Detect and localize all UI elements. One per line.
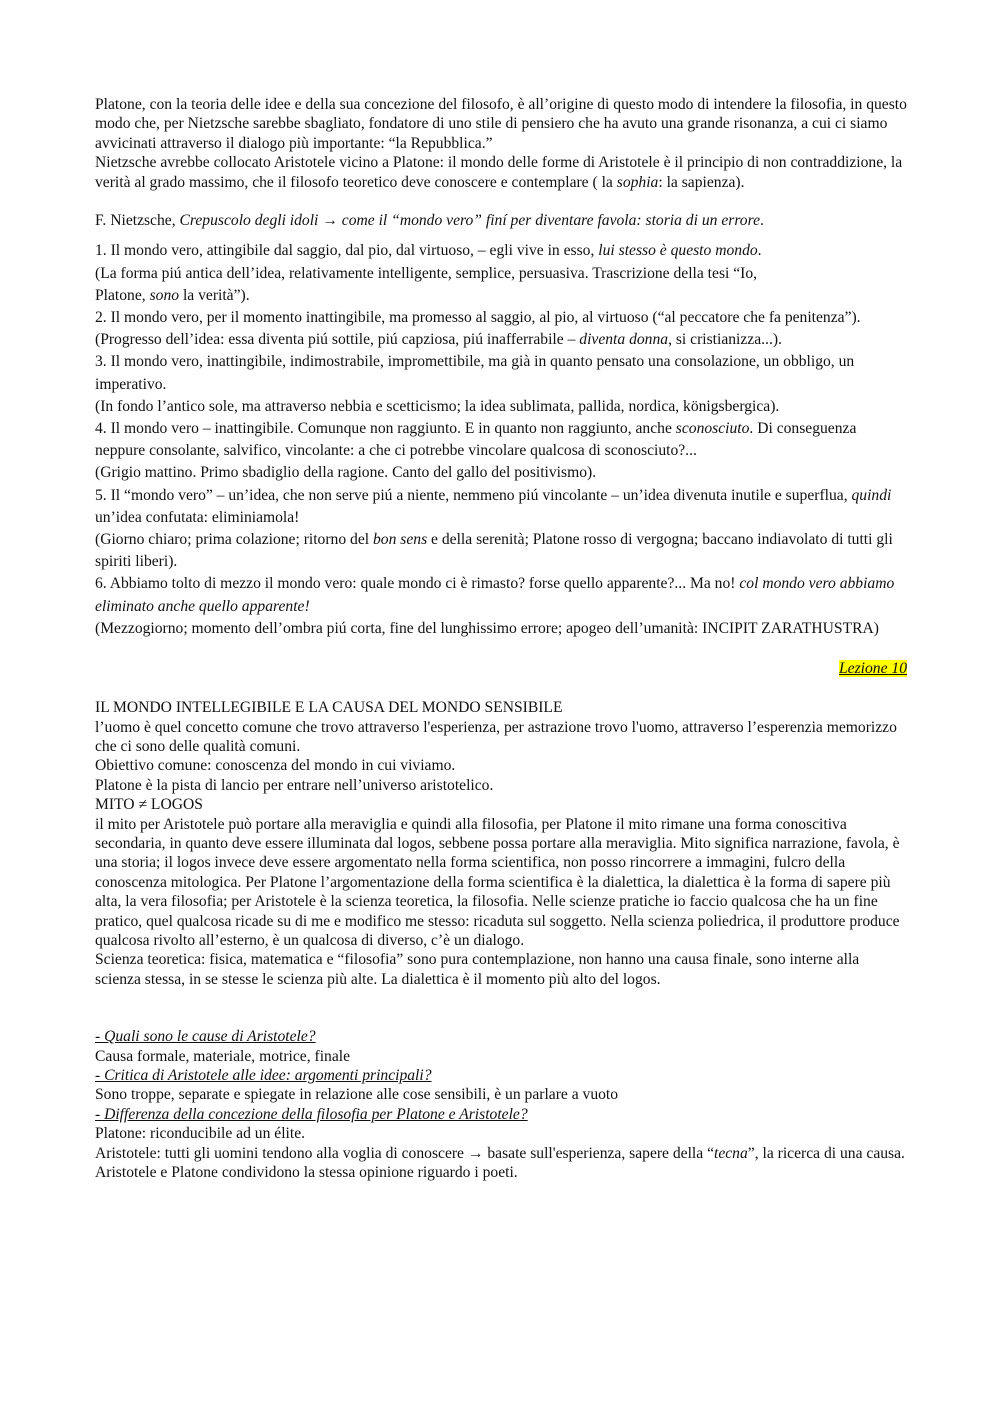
answer: Sono troppe, separate e spiegate in relazione alle cose sensibili, è un parlare a vuoto: [95, 1086, 619, 1104]
spacer: [95, 640, 907, 659]
author-name: F. Nietzsche,: [95, 212, 180, 230]
list-comment: [95, 285, 907, 307]
text-run: .: [760, 212, 764, 230]
italic-text: quindi: [851, 486, 892, 504]
italic-text: sconosciuto: [675, 420, 750, 438]
text-run: ”, la ricerca di una causa.: [747, 1144, 905, 1162]
text-run: (Progresso dell’idea: essa diventa piú sottile, piú capziosa, piú inafferrabile –: [95, 331, 580, 349]
question-text: - Critica di Aristotele alle idee: argomenti principali?: [95, 1067, 432, 1084]
text-run: (Giorno chiaro; prima colazione; ritorno del: [95, 531, 373, 549]
answer: Aristotele e Platone condividono la stessa opinione riguardo i poeti.: [95, 1164, 518, 1182]
text-run: .: [757, 242, 762, 260]
question: [95, 1066, 907, 1085]
section-paragraph: Platone è la pista di lancio per entrare nell’universo aristotelico.: [95, 776, 494, 794]
text-run: : la sapienza).: [658, 173, 745, 191]
list-comment: (La forma piú antica dell’idea, relativamente intelligente, semplice, persuasiva. Trascrizione della tesi “Io,: [95, 264, 758, 282]
text-run: un’idea confutata: eliminiamola!: [95, 508, 300, 526]
text-run: , si cristianizza...).: [668, 331, 782, 349]
answer: Causa formale, materiale, motrice, finale: [95, 1047, 351, 1065]
nietzsche-reference: [95, 211, 907, 230]
spacer: [95, 230, 907, 240]
question: [95, 1027, 907, 1046]
list-item: 2. Il mondo vero, per il momento inattingibile, ma promesso al saggio, al pio, al virtuoso (“al peccatore che fa penitenza”).: [95, 309, 861, 327]
text-run: la verità”).: [179, 286, 250, 304]
list-item: [95, 573, 907, 617]
text-run: Platone,: [95, 286, 150, 304]
section-paragraph: Scienza teoretica: fisica, matematica e “filosofia” sono pura contemplazione, non hanno una causa finale, sono interne alla scienza stessa, in se stesse le scienza più alte. La dialettica è il momento più alto del logos.: [95, 951, 860, 988]
list-comment: (Mezzogiorno; momento dell’ombra piú corta, fine del lunghissimo errore; apogeo dell’umanità: INCIPIT ZARATHUSTRA): [95, 619, 879, 637]
lesson-section: [95, 698, 907, 989]
list-item: [95, 240, 907, 262]
questions-section: [95, 1027, 907, 1182]
italic-term: sophia: [616, 173, 659, 191]
section-paragraph: l’uomo è quel concetto comune che trovo attraverso l'esperienza, per astrazione trovo l'uomo, attraverso l’esperenzia memorizzo che ci sono delle qualità comuni.: [95, 718, 897, 755]
text-run: Nietzsche avrebbe collocato Aristotele vicino a Platone: il mondo delle forme di Aristotele è il principio di non contraddizione, la verità al grado massimo, che il filosofo teoretico deve conoscere e contemplare ( la: [95, 154, 903, 191]
italic-text: bon sens: [373, 531, 428, 549]
numbered-list: [95, 240, 907, 640]
lesson-label-highlight: Lezione 10: [838, 660, 907, 678]
question-text: - Quali sono le cause di Aristotele?: [95, 1028, 316, 1046]
intro-paragraph-aristotle: [95, 153, 907, 192]
text-run: 4. Il mondo vero – inattingibile. Comunque non raggiunto. E in quanto non raggiunto, anche: [95, 420, 676, 438]
spacer: [95, 1008, 907, 1027]
question-text: - Differenza della concezione della filosofia per Platone e Aristotele?: [95, 1105, 528, 1123]
list-comment: [95, 329, 907, 351]
text-run: Aristotele: tutti gli uomini tendono alla voglia di conoscere → basate sull'esperienza, sapere della “: [95, 1144, 714, 1162]
section-paragraph: il mito per Aristotele può portare alla meraviglia e quindi alla filosofia, per Platone il mito rimane una forma conoscitiva secondaria, in quanto deve essere illuminata dal logos, sebbene possa portare alla meraviglia. Mito significa narrazione, favola, è una storia; il logos invece deve essere argomentato nella forma scientifica, non posso rincorrere a immagini, fulcro della conoscenza mitologica. Per Platone l’argomentazione della forma scientifica è la dialettica, la dialettica è la forma di sapere più alta, la vera filosofia; per Aristotele è la scienza teoretica, la filosofia. Nelle scienze pratiche io faccio qualcosa che ha un fine pratico, quel qualcosa ricade su di me e modifico me stesso: ricaduta sul soggetto. Nella scienza poliedrica, il produttore produce qualcosa rivolto all’esterno, è un qualcosa di diverso, c’è un dialogo.: [95, 815, 900, 949]
text-run: 5. Il “mondo vero” – un’idea, che non serve piú a niente, nemmeno piú vincolante – un’idea divenuta inutile e superflua,: [95, 486, 852, 504]
italic-text: lui stesso è questo mondo: [598, 242, 758, 260]
lesson-label: [95, 659, 907, 679]
italic-text: col mondo vero abbiamo eliminato anche quello apparente!: [95, 575, 895, 615]
work-title: Crepuscolo degli idoli → come il “mondo vero” finí per diventare favola: storia di un errore: [179, 212, 761, 230]
section-paragraph: Obiettivo comune: conoscenza del mondo in cui viviamo.: [95, 757, 456, 775]
text-run: 6. Abbiamo tolto di mezzo il mondo vero: quale mondo ci è rimasto? forse quello apparente?... Ma no!: [95, 575, 740, 593]
text-run: e della serenità; Platone rosso di vergogna; baccano indiavolato di tutti gli spiriti liberi).: [95, 531, 893, 571]
spacer: [95, 679, 907, 698]
list-item: 3. Il mondo vero, inattingibile, indimostrabile, impromettibile, ma già in quanto pensato una consolazione, un obbligo, un imperativo.: [95, 353, 855, 393]
text-run: . Di conseguenza neppure consolante, salvifico, vincolante: a che ci potrebbe vincolare qualcosa di sconosciuto?...: [95, 420, 857, 460]
list-comment: [95, 529, 907, 573]
document-page: [95, 95, 907, 1182]
list-comment: (In fondo l’antico sole, ma attraverso nebbia e scetticismo; la idea sublimata, pallida, nordica, königsbergica).: [95, 397, 780, 415]
section-subheading: MITO ≠ LOGOS: [95, 796, 203, 814]
spacer: [95, 989, 907, 1008]
intro-paragraph: Platone, con la teoria delle idee e della sua concezione del filosofo, è all’origine di questo modo di intendere la filosofia, in questo modo che, per Nietzsche sarebbe sbagliato, fondatore di uno stile di pensiero che ha avuto una grande risonanza, a cui ci siamo avvicinati attraverso il dialogo più importante: “la Repubblica.”: [95, 96, 907, 152]
list-comment: (Grigio mattino. Primo sbadiglio della ragione. Canto del gallo del positivismo).: [95, 464, 597, 482]
list-item: [95, 485, 907, 529]
section-heading: IL MONDO INTELLEGIBILE E LA CAUSA DEL MONDO SENSIBILE: [95, 699, 563, 717]
spacer: [95, 192, 907, 211]
italic-text: sono: [149, 286, 180, 304]
list-item: [95, 418, 907, 462]
text-run: 1. Il mondo vero, attingibile dal saggio, dal pio, dal virtuoso, – egli vive in esso,: [95, 242, 599, 260]
question: [95, 1105, 907, 1124]
italic-term: tecna: [714, 1144, 748, 1162]
answer: [95, 1144, 907, 1163]
answer: Platone: riconducibile ad un élite.: [95, 1125, 306, 1143]
italic-text: diventa donna: [579, 331, 669, 349]
